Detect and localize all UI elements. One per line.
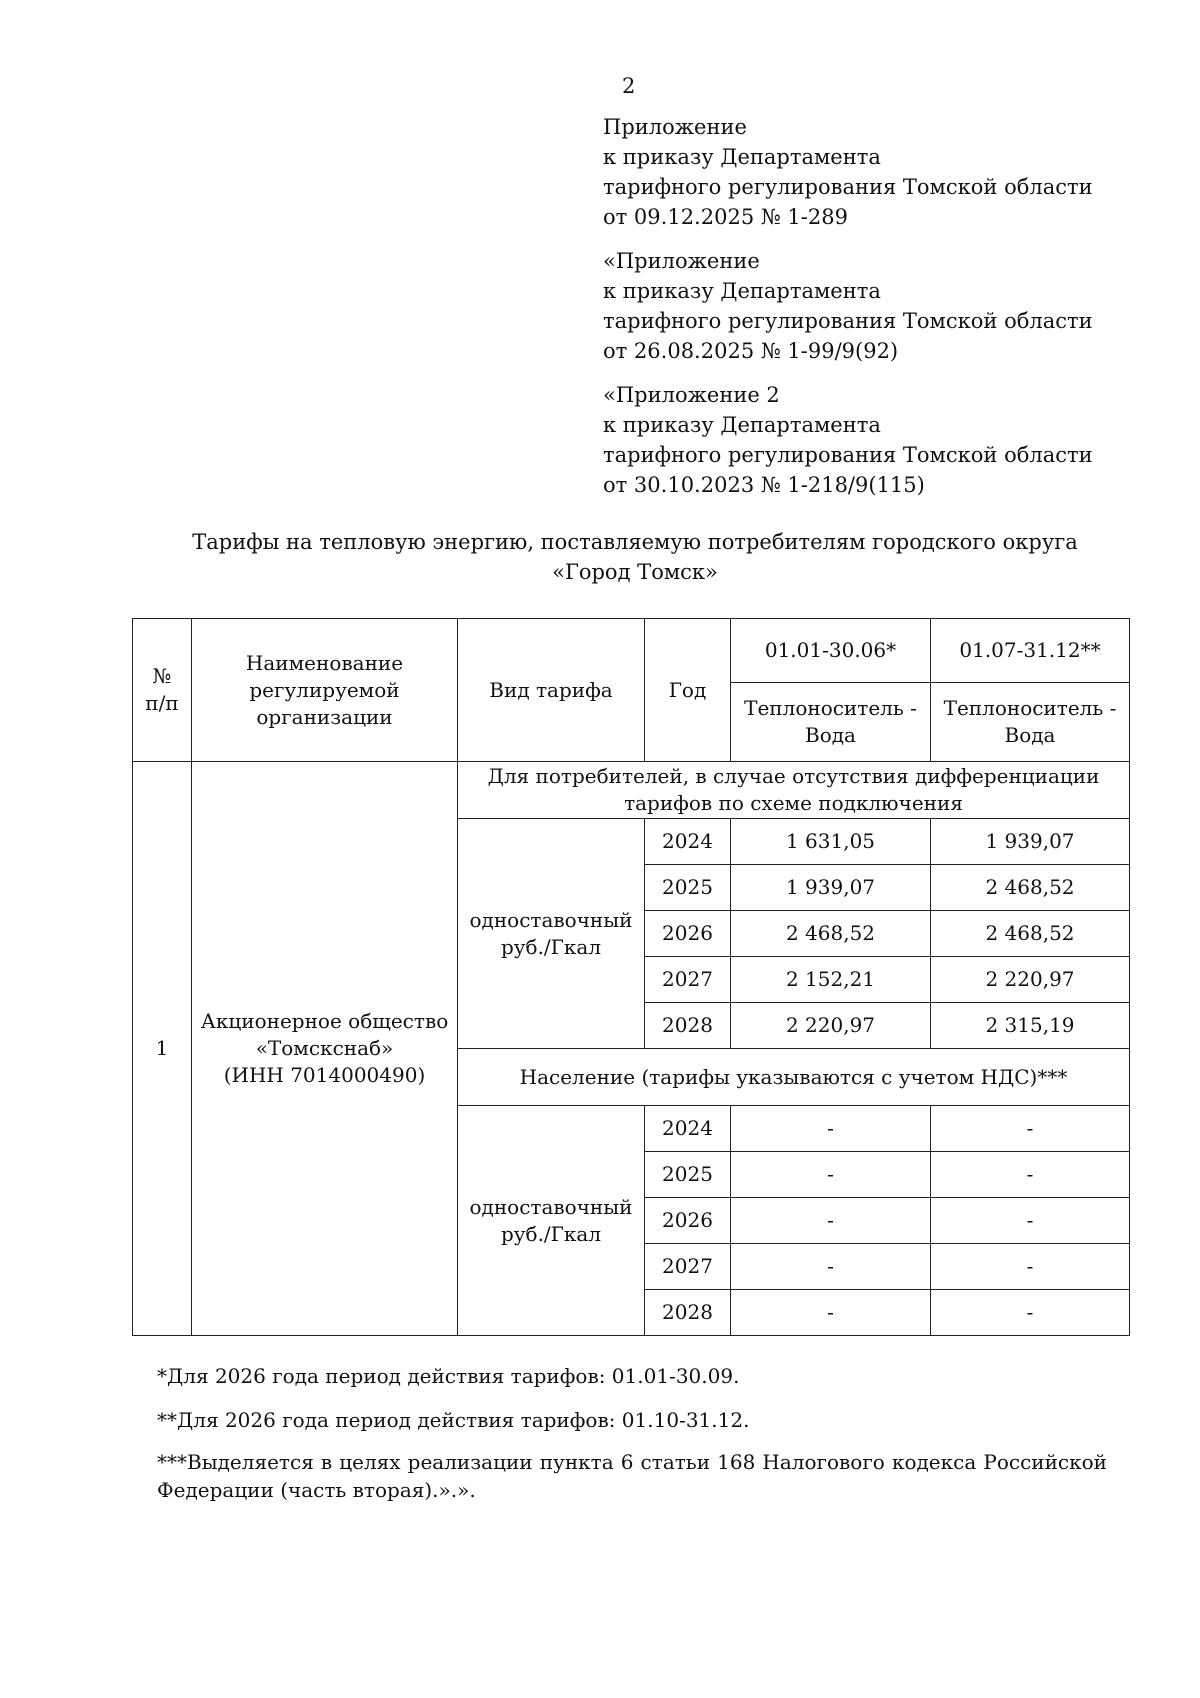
document-title bbox=[130, 527, 1140, 587]
year-cell: 2026 bbox=[645, 1198, 731, 1244]
footnote-2: **Для 2026 года период действия тарифов: 01.10-31.12. bbox=[157, 1408, 750, 1432]
value-cell: - bbox=[931, 1244, 1130, 1290]
value-cell: 2 220,97 bbox=[731, 1003, 931, 1049]
value-cell: - bbox=[931, 1198, 1130, 1244]
appendix-line: к приказу Департамента bbox=[603, 145, 881, 169]
appendix-line: тарифного регулирования Томской области bbox=[603, 175, 1093, 199]
year-cell: 2025 bbox=[645, 1152, 731, 1198]
appendix-block-current bbox=[603, 112, 1093, 232]
footnote-1: *Для 2026 года период действия тарифов: 01.01-30.09. bbox=[157, 1364, 740, 1388]
value-cell: - bbox=[731, 1106, 931, 1152]
header-number-line: п/п bbox=[145, 691, 179, 715]
value-cell: - bbox=[731, 1290, 931, 1336]
header-carrier-line: Теплоноситель - bbox=[744, 696, 917, 720]
tariff-type-line: одноставочный bbox=[469, 1194, 633, 1219]
value-cell: 2 152,21 bbox=[731, 957, 931, 1003]
section-heading-line: тарифов по схеме подключения bbox=[624, 791, 963, 815]
tariff-type-cell bbox=[458, 819, 645, 1049]
header-period-2: 01.07-31.12** bbox=[931, 619, 1130, 683]
appendix-line: к приказу Департамента bbox=[603, 413, 881, 437]
value-cell: 2 315,19 bbox=[931, 1003, 1130, 1049]
header-organization-line: регулируемой bbox=[249, 677, 400, 702]
value-cell: - bbox=[731, 1198, 931, 1244]
appendix-line: тарифного регулирования Томской области bbox=[603, 309, 1093, 333]
value-cell: - bbox=[931, 1290, 1130, 1336]
appendix-line: от 30.10.2023 № 1-218/9(115) bbox=[603, 473, 925, 497]
header-carrier-line: Вода bbox=[1004, 723, 1056, 747]
header-organization bbox=[192, 619, 458, 762]
value-cell: 1 939,07 bbox=[931, 819, 1130, 865]
section-heading bbox=[458, 762, 1130, 819]
organization-line: (ИНН 7014000490) bbox=[223, 1063, 426, 1087]
page-number: 2 bbox=[622, 74, 636, 98]
year-cell: 2027 bbox=[645, 957, 731, 1003]
year-cell: 2028 bbox=[645, 1290, 731, 1336]
title-line: Тарифы на тепловую энергию, поставляемую потребителям городского округа bbox=[192, 530, 1078, 554]
value-cell: 1 939,07 bbox=[731, 865, 931, 911]
section-heading bbox=[458, 1049, 1130, 1106]
header-period-1: 01.01-30.06* bbox=[731, 619, 931, 683]
tariff-type-line: руб./Гкал bbox=[500, 1221, 602, 1246]
header-carrier-line: Теплоноситель - bbox=[943, 696, 1117, 720]
tariff-type-cell bbox=[458, 1106, 645, 1336]
title-line: «Город Томск» bbox=[552, 560, 718, 584]
year-cell: 2026 bbox=[645, 911, 731, 957]
header-year: Год bbox=[645, 619, 731, 762]
section-heading-line: Население (тарифы указываются с учетом НДС)*** bbox=[519, 1064, 1068, 1089]
footnote-3: ***Выделяется в целях реализации пункта 6 статьи 168 Налогового кодекса Российской Федерации (часть вторая).».». bbox=[157, 1450, 1107, 1502]
header-organization-line: организации bbox=[256, 704, 393, 729]
value-cell: - bbox=[931, 1106, 1130, 1152]
header-number-line: № bbox=[152, 664, 172, 688]
header-number bbox=[133, 619, 192, 762]
appendix-line: к приказу Департамента bbox=[603, 279, 881, 303]
year-cell: 2024 bbox=[645, 1106, 731, 1152]
year-cell: 2028 bbox=[645, 1003, 731, 1049]
header-row bbox=[133, 619, 1130, 683]
year-cell: 2025 bbox=[645, 865, 731, 911]
value-cell: 2 468,52 bbox=[731, 911, 931, 957]
header-organization-line: Наименование bbox=[245, 650, 404, 675]
organization-line: «Томскснаб» bbox=[255, 1036, 394, 1060]
year-cell: 2027 bbox=[645, 1244, 731, 1290]
appendix-line: «Приложение bbox=[603, 249, 760, 273]
section-heading-row bbox=[133, 762, 1130, 819]
appendix-line: тарифного регулирования Томской области bbox=[603, 443, 1093, 467]
value-cell: 2 468,52 bbox=[931, 865, 1130, 911]
appendix-line: «Приложение 2 bbox=[603, 383, 780, 407]
appendix-line: от 26.08.2025 № 1-99/9(92) bbox=[603, 339, 899, 363]
row-number: 1 bbox=[133, 762, 192, 1336]
appendix-line: Приложение bbox=[603, 115, 747, 139]
value-cell: - bbox=[931, 1152, 1130, 1198]
header-tariff-type: Вид тарифа bbox=[458, 619, 645, 762]
tariff-type-line: одноставочный bbox=[469, 907, 633, 932]
organization-line: Акционерное общество bbox=[200, 1009, 449, 1033]
value-cell: 2 220,97 bbox=[931, 957, 1130, 1003]
value-cell: 2 468,52 bbox=[931, 911, 1130, 957]
value-cell: - bbox=[731, 1152, 931, 1198]
appendix-block-2025 bbox=[603, 246, 1093, 366]
header-carrier-1 bbox=[731, 683, 931, 762]
header-carrier-2 bbox=[931, 683, 1130, 762]
value-cell: 1 631,05 bbox=[731, 819, 931, 865]
tariff-type-line: руб./Гкал bbox=[500, 934, 602, 959]
appendix-block-2023 bbox=[603, 380, 1093, 500]
header-carrier-line: Вода bbox=[805, 723, 856, 747]
value-cell: - bbox=[731, 1244, 931, 1290]
organization-name bbox=[192, 762, 458, 1336]
year-cell: 2024 bbox=[645, 819, 731, 865]
tariff-table bbox=[132, 618, 1130, 1336]
appendix-line: от 09.12.2025 № 1-289 bbox=[603, 205, 848, 229]
section-heading-line: Для потребителей, в случае отсутствия дифференциации bbox=[487, 764, 1100, 788]
